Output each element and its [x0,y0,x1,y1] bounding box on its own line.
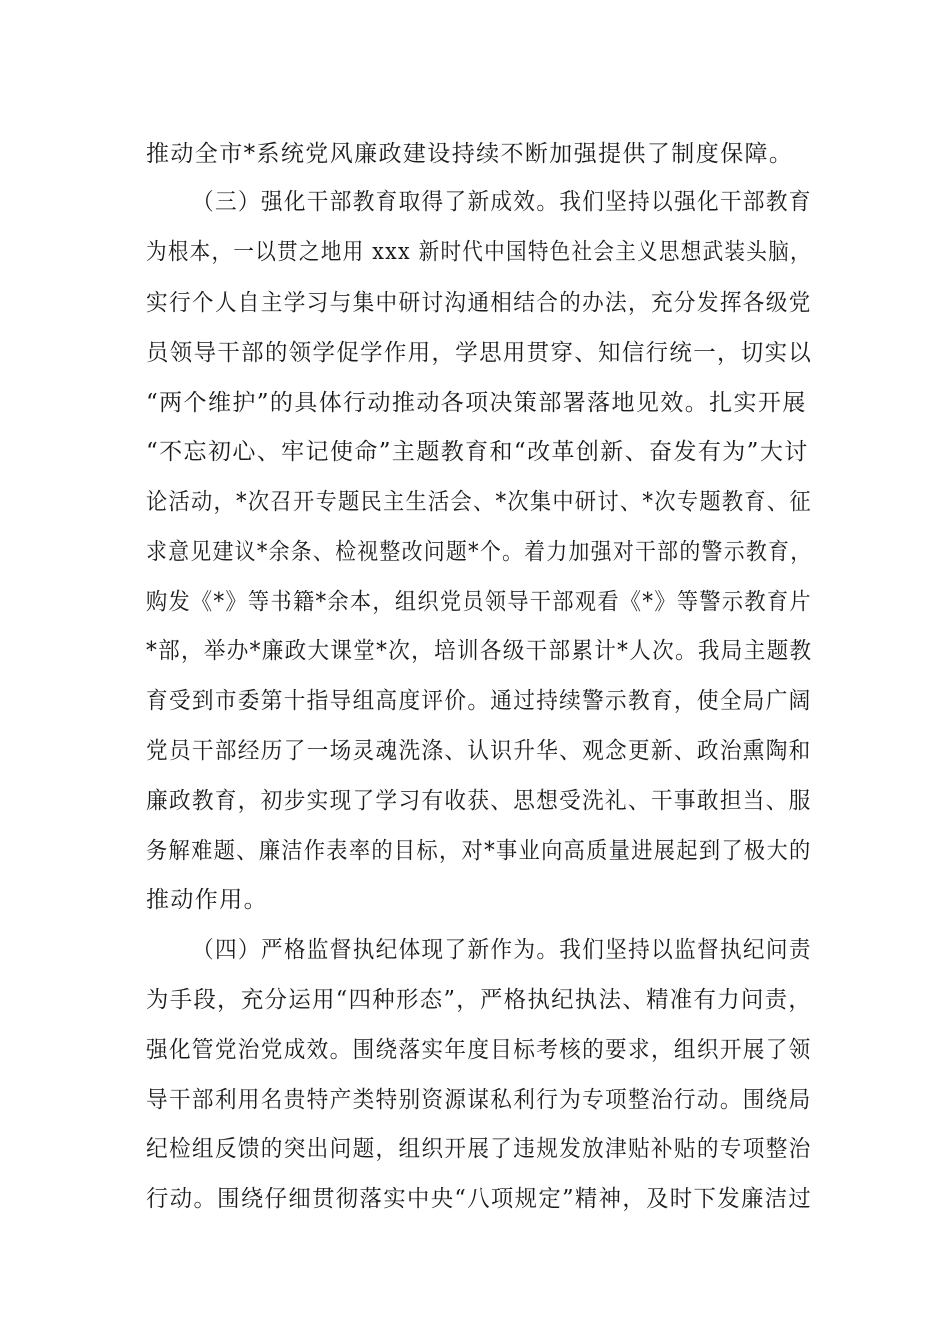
text-line: 为手段，充分运用“四种形态”，严格执纪执法、精准有力问责， [146,987,813,1013]
text-line: 购发《*》等书籍*余本，组织党员领导干部观看《*》等警示教育片 [146,589,812,615]
text-line: 求意见建议*余条、检视整改问题*个。着力加强对干部的警示教育， [146,539,813,565]
text-line: 纪检组反馈的突出问题，组织开展了违规发放津贴补贴的专项整治 [146,1136,812,1162]
text-line: 推动作用。 [146,887,268,913]
text-line: “两个维护”的具体行动推动各项决策部署落地见效。扎实开展 [146,390,807,416]
text-line: 员领导干部的领学促学作用，学思用贯穿、知信行统一，切实以 [146,340,813,366]
section-heading-line: （四）严格监督执纪体现了新作为。我们坚持以监督执纪问责 [192,937,812,963]
text-line: “不忘初心、牢记使命”主题教育和“改革创新、奋发有为”大讨 [146,439,809,465]
text-line: 导干部利用名贵特产类特别资源谋私利行为专项整治行动。围绕局 [146,1087,812,1113]
text-line: 为根本，一以贯之地用 xxx 新时代中国特色社会主义思想武装头脑， [146,239,812,265]
text-line: 强化管党治党成效。围绕落实年度目标考核的要求，组织开展了领 [146,1037,812,1063]
text-line: 廉政教育，初步实现了学习有收获、思想受洗礼、干事敢担当、服 [146,788,812,814]
text-line: 党员干部经历了一场灵魂洗涤、认识升华、观念更新、政治熏陶和 [146,738,812,764]
text-line: *部，举办*廉政大课堂*次，培训各级干部累计*人次。我局主题教 [146,638,813,664]
text-line: 推动全市*系统党风廉政建设持续不断加强提供了制度保障。 [146,141,794,167]
section-heading-line: （三）强化干部教育取得了新成效。我们坚持以强化干部教育 [192,189,812,215]
text-line: 育受到市委第十指导组高度评价。通过持续警示教育，使全局广阔 [146,688,812,714]
text-line: 实行个人自主学习与集中研讨沟通相结合的办法，充分发挥各级党 [146,290,812,316]
text-line: 论活动，*次召开专题民主生活会、*次集中研讨、*次专题教育、征 [146,489,812,515]
text-line: 行动。围绕仔细贯彻落实中央“八项规定”精神，及时下发廉洁过 [146,1186,813,1212]
text-line: 务解难题、廉洁作表率的目标，对*事业向高质量进展起到了极大的 [146,838,812,864]
